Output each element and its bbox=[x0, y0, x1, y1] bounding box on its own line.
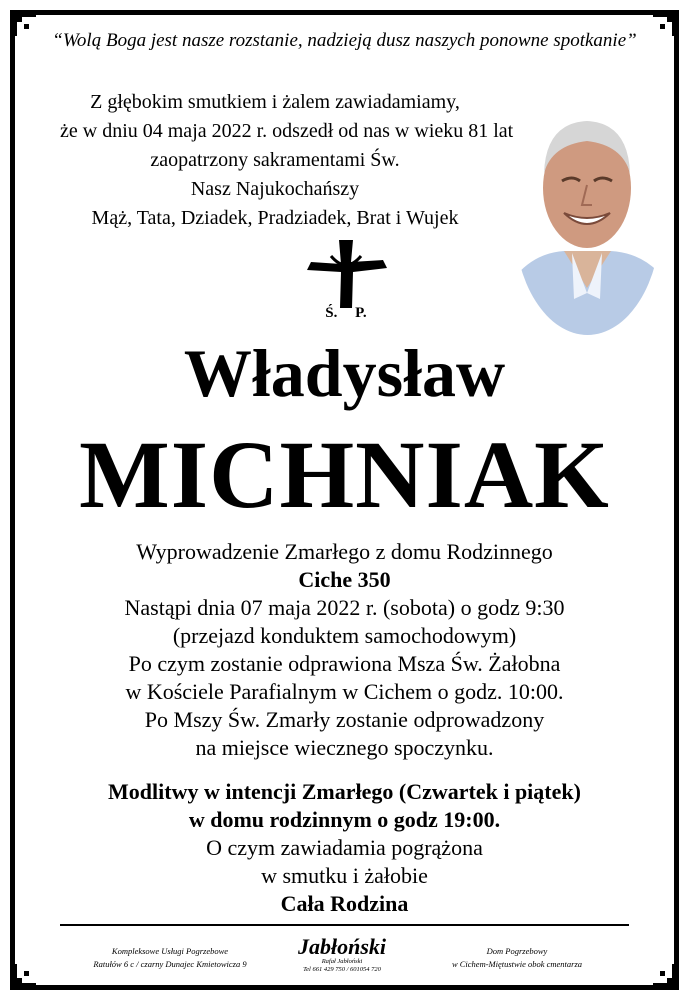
ceremony-address: Ciche 350 bbox=[298, 567, 391, 592]
footer-left-line: Ratułów 6 c / czarny Dunajec Kmietowicza 9 bbox=[93, 959, 247, 969]
intro-line: Z głębokim smutkiem i żalem zawiadamiamy, bbox=[90, 91, 460, 113]
motto-quote: “Wolą Boga jest nasze rozstanie, nadzieją dusz naszych ponowne spotkanie” bbox=[52, 30, 637, 51]
ceremony-info bbox=[0, 538, 689, 762]
prayer-line: w smutku i żałobie bbox=[261, 863, 428, 888]
footer-right-line: w Cichem-Miętustwie obok cmentarza bbox=[451, 959, 583, 969]
ceremony-line: Nastąpi dnia 07 maja 2022 r. (sobota) o godz 9:30 bbox=[124, 595, 565, 620]
corner-ornament-icon bbox=[10, 964, 36, 990]
cross-initials: Ś. P. bbox=[325, 305, 367, 321]
prayer-line: Modlitwy w intencji Zmarłego (Czwartek i piątek) bbox=[108, 779, 581, 804]
footer-divider bbox=[60, 924, 629, 926]
ceremony-line: Wyprowadzenie Zmarłego z domu Rodzinnego bbox=[136, 539, 553, 564]
family-signature: Cała Rodzina bbox=[280, 891, 409, 916]
ceremony-line: Po Mszy Św. Zmarły zostanie odprowadzony bbox=[144, 707, 545, 732]
announcement-intro bbox=[60, 88, 514, 233]
intro-line: Nasz Najukochańszy bbox=[190, 178, 360, 200]
ceremony-line: na miejsce wiecznego spoczynku. bbox=[195, 735, 494, 760]
footer-right-line: Dom Pogrzebowy bbox=[486, 946, 548, 956]
prayer-info bbox=[0, 778, 689, 918]
ceremony-line: Po czym zostanie odprawiona Msza Św. Żałobna bbox=[128, 651, 561, 676]
corner-ornament-icon bbox=[653, 964, 679, 990]
intro-line: że w dniu 04 maja 2022 r. odszedł od nas w wieku 81 lat bbox=[60, 120, 514, 142]
footer-left-line: Kompleksowe Usługi Pogrzebowe bbox=[111, 946, 229, 956]
logo-subtitle: Rafał Jabłoński bbox=[321, 958, 363, 965]
first-name: Władysław bbox=[183, 335, 506, 411]
logo-name: Jabłoński bbox=[297, 934, 387, 959]
funeral-home-logo bbox=[272, 936, 412, 976]
prayer-line: O czym zawiadamia pogrążona bbox=[206, 835, 483, 860]
intro-line: zaopatrzony sakramentami Św. bbox=[150, 149, 400, 171]
footer-left bbox=[70, 945, 270, 971]
footer-right bbox=[412, 945, 622, 971]
ceremony-line: w Kościele Parafialnym w Cichem o godz. 10:00. bbox=[125, 679, 564, 704]
logo-phone: Tel 661 429 750 / 601054 720 bbox=[303, 966, 381, 973]
deceased-portrait bbox=[514, 103, 661, 335]
last-name: MICHNIAK bbox=[79, 421, 610, 528]
ceremony-line: (przejazd konduktem samochodowym) bbox=[172, 623, 517, 648]
intro-line: Mąż, Tata, Dziadek, Pradziadek, Brat i Wujek bbox=[91, 207, 459, 229]
prayer-line: w domu rodzinnym o godz 19:00. bbox=[188, 807, 501, 832]
